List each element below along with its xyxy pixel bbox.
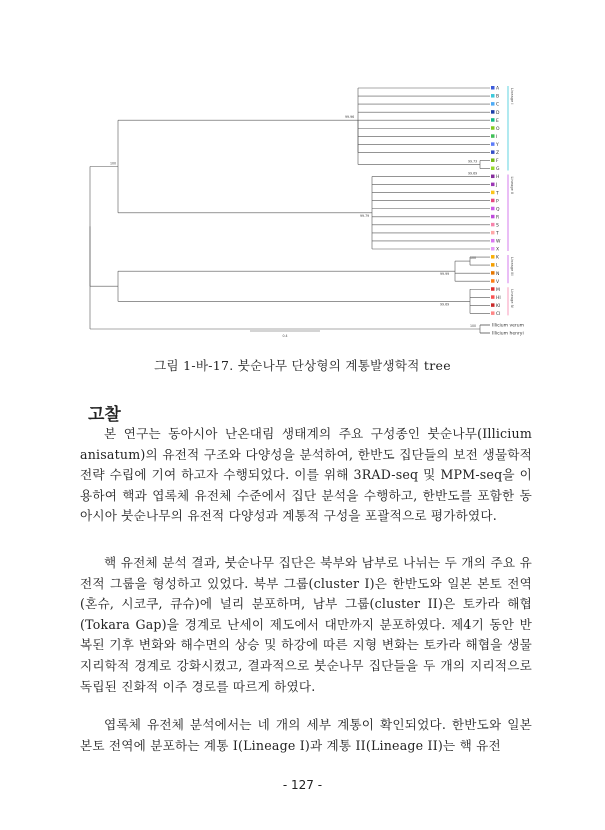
node-support-label: 100: [110, 161, 117, 166]
tip-label: K: [496, 255, 499, 261]
node-support-label: 99.96: [345, 115, 355, 120]
tip-label: Y: [496, 142, 499, 148]
tip-label: S: [496, 223, 499, 229]
node-support-label: 99.79: [360, 213, 370, 218]
section-title: 고찰: [88, 405, 121, 425]
tip-label: I: [496, 134, 498, 140]
tip-color-marker: [491, 231, 495, 235]
tip-label: T: [496, 231, 499, 237]
tip-color-marker: [491, 86, 495, 90]
tip-label: Z: [496, 151, 500, 156]
tip-color-marker: [491, 271, 495, 275]
tip-color-marker: [491, 94, 495, 98]
tip-label: R: [496, 215, 500, 221]
tip-label: KI: [496, 303, 501, 309]
scale-bar: [250, 331, 320, 338]
tip-color-marker: [491, 263, 495, 267]
tip-color-marker: [491, 142, 495, 146]
tip-label: H: [496, 175, 500, 181]
lineage-label: Lineage IV: [510, 289, 514, 309]
node-support-label: 99.99: [440, 272, 450, 277]
node-support-label: 99.69: [440, 302, 450, 307]
phylogenetic-tree-figure: [0, 0, 605, 350]
tree-node-labels: [110, 115, 477, 328]
tip-label: P: [496, 199, 499, 205]
tip-color-marker: [491, 110, 495, 114]
tip-color-marker: [491, 303, 495, 307]
paragraph-1: 본 연구는 동아시아 난온대림 생태계의 주요 구성종인 붓순나무(Illicium anisatum)의 유전적 구조와 다양성을 분석하여, 한반도 집단들의 보전 생물학적 전략 수립에 기여 하고자 수행되었다. 이를 위해 3RAD-seq 및 MPM-seq을 이용하여 핵과 엽록체 유전체 수준에서 집단 분석을 수행하고, 한반도를 포함한 동아시아 붓순나무의 유전적 다양성과 계통적 구성을 포괄적으로 평가하였다.: [80, 426, 532, 524]
figure-caption: 그림 1-바-17. 붓순나무 단상형의 계통발생학적 tree: [154, 358, 451, 373]
tip-label: V: [496, 279, 500, 285]
tip-color-marker: [491, 295, 495, 299]
tip-label: X: [496, 247, 500, 253]
tip-color-marker: [491, 223, 495, 227]
tip-label: O: [496, 126, 500, 132]
tip-label: HI: [496, 295, 501, 301]
tip-label: D: [496, 110, 500, 116]
tip-label: B: [496, 94, 500, 100]
lineage-label: Lineage III: [510, 257, 514, 276]
tip-color-marker: [491, 199, 495, 203]
tip-color-marker: [491, 215, 495, 219]
tip-label: C: [496, 102, 500, 108]
tip-label: CI: [496, 312, 501, 317]
tip-label: E: [496, 118, 499, 124]
tip-color-marker: [491, 126, 495, 130]
tip-color-marker: [491, 175, 495, 179]
tip-label: Q: [496, 207, 500, 213]
tip-color-marker: [491, 311, 495, 315]
tip-label: T: [496, 191, 499, 197]
tip-label: J: [496, 183, 498, 189]
tip-color-marker: [491, 255, 495, 258]
tip-label: N: [496, 271, 500, 277]
tip-color-marker: [491, 247, 495, 251]
tip-label: F: [496, 159, 499, 165]
scale-bar-label: 0.4: [282, 334, 288, 338]
node-support-label: 100: [470, 324, 477, 328]
tip-color-marker: [491, 150, 495, 154]
tip-color-marker: [491, 118, 495, 122]
tip-label: A: [496, 86, 500, 92]
tree-branches: [90, 88, 490, 333]
tip-label: L: [496, 263, 499, 269]
tip-color-marker: [491, 102, 495, 106]
tip-label: W: [496, 239, 501, 245]
paragraph-3: 엽록체 유전체 분석에서는 네 개의 세부 계통이 확인되었다. 한반도와 일본 본토 전역에 분포하는 계통 I(Lineage I)과 계통 II(Lineage II)는 핵 유전: [80, 717, 532, 753]
lineage-label: Lineage I: [510, 88, 514, 105]
tip-color-marker: [491, 134, 498, 140]
lineage-brackets: [508, 86, 514, 315]
lineage-label: Lineage II: [510, 176, 514, 195]
node-support-label: 100: [470, 256, 477, 261]
tree-tips: [491, 86, 524, 337]
tip-color-marker: [491, 207, 495, 211]
tip-color-marker: [491, 183, 498, 189]
tip-color-marker: [491, 158, 495, 162]
tip-color-marker: [491, 279, 495, 283]
tip-color-marker: [491, 167, 495, 171]
tip-color-marker: [491, 239, 495, 243]
tip-color-marker: [491, 191, 495, 195]
tip-label: Illicium verum: [492, 323, 524, 329]
tip-color-marker: [491, 287, 495, 291]
node-support-label: 99.73: [468, 159, 478, 164]
tip-label: M: [496, 287, 500, 293]
page-number: - 127 -: [282, 778, 323, 792]
node-support-label: 99.69: [468, 171, 478, 176]
tip-label: Illicium henryi: [492, 331, 524, 337]
tip-label: G: [496, 167, 500, 173]
paragraph-2: 핵 유전체 분석 결과, 붓순나무 집단은 북부와 남부로 나뉘는 두 개의 주요 유전적 그룹을 형성하고 있었다. 북부 그룹(cluster I)은 한반도와 일본 본토 전역(혼슈, 시코쿠, 큐슈)에 널리 분포하며, 남부 그룹(cluster II)은 토카라 해협(Tokara Gap)을 경계로 난세이 제도에서 대만까지 분포하였다. 제4기 동안 반복된 기후 변화와 해수면의 상승 및 하강에 따른 지형 변화는 토카라 해협을 생물지리학적 경계로 강화시켰고, 결과적으로 붓순나무 집단들을 두 개의 지리적으로 독립된 진화적 이주 경로를 따르게 하였다.: [80, 555, 532, 694]
